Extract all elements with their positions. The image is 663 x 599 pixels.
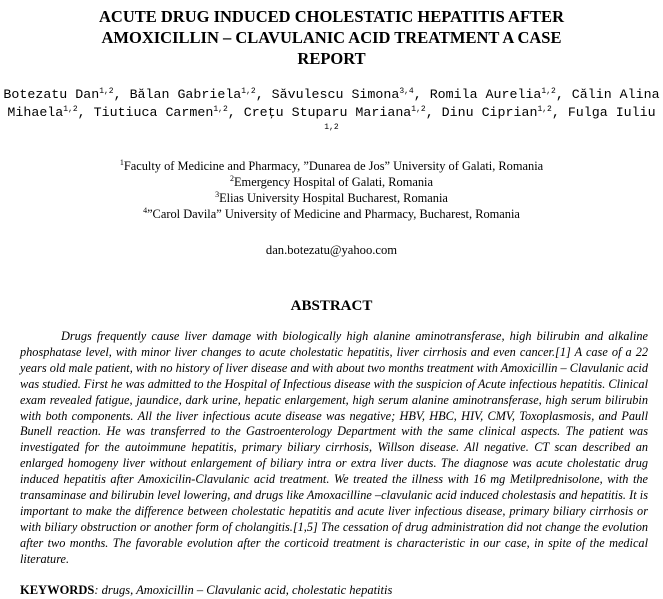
- author: Călin Alina Mihaela$^{1,2}$,: [7, 87, 660, 120]
- author: Romila Aurelia$^{1,2}$,: [429, 87, 572, 102]
- author: Botezatu Dan$^{1,2}$,: [3, 87, 130, 102]
- author: Fulga Iuliu $^{1,2}$: [324, 105, 656, 132]
- affiliation: $^2$Emergency Hospital of Galati, Romania: [229, 174, 433, 189]
- abstract-heading: ABSTRACT: [290, 298, 373, 314]
- abstract-body: Drugs frequently cause liver damage with biologically high alanine aminotransferase, high bilirubin and alkaline phosphatase level, with minor liver changes to acute cholestatic hepatitis, liver cirrhosis and even cancer.[1] A case of a 22 years old male patient, with no history of liver disease and with about two months treatment with Amoxicillin – Clavulanic acid was studied. First he was admitted to the Hospital of Infectious disease with the suspicion of Acute infectious hepatitis. Clinical exam revealed fatigue, jaundice, dark urine, hepatic enlargement, high serum alanine aminotransferase, high serum bilirubin with both components. All the liver infectious acute disease was negative; HBV, HBC, HIV, CMV, Toxoplasmosis, and Paull Bunell reaction. He was transferred to the Gastroenterology Department with the same clinical aspects. The patient was investigated for the autoimmune hepatitis, primary biliary cirrhosis, Willson disease. All negative. CT scan described an enlarged homogeny liver without enlargement of biliary intra or extra liver ducts. The diagnose was acute cholestatic drug induced hepatitis after Amoxicilin-Clavulanic acid treatment. We treated the illness with 16 mg Metilprednisolone, with the transaminase and bilirubin level lowering, and drugs like Amoxacilline –clavulanic acid induced cholestasis and hepatitis. It is important to make the difference between cholestatic hepatitis and acute liver infectious disease, primary biliary cirrhosis or with biliary obstruction or another form of cholangitis.[1,5] The cessation of drug administration did not change the evolution after two months. The favorable evolution after the corticoid treatment is characteristic in our case, in spite of the medical literature.: [20, 329, 648, 566]
- affiliation: $^4$”Carol Davila” University of Medicine and Pharmacy, Bucharest, Romania: [143, 206, 520, 221]
- author-list: [0, 86, 663, 140]
- contact-email[interactable]: dan.botezatu@yahoo.com: [265, 243, 398, 257]
- affiliation-list: [0, 158, 663, 222]
- author: Bălan Gabriela$^{1,2}$,: [129, 87, 272, 102]
- author: Săvulescu Simona$^{3,4}$,: [271, 87, 430, 102]
- author: Creţu Stuparu Mariana$^{1,2}$,: [243, 105, 442, 120]
- title-line-1: ACUTE DRUG INDUCED CHOLESTATIC HEPATITIS AFTER: [99, 7, 564, 26]
- keywords-label: KEYWORDS: [20, 583, 95, 597]
- title-line-3: REPORT: [297, 49, 366, 68]
- paper-title: [0, 6, 663, 69]
- author: Tiutiuca Carmen$^{1,2}$,: [93, 105, 244, 120]
- affiliation: $^3$Elias University Hospital Bucharest, Romania: [215, 190, 448, 205]
- keywords-line: [20, 583, 648, 598]
- author: Dinu Ciprian$^{1,2}$,: [441, 105, 568, 120]
- affiliation: $^1$Faculty of Medicine and Pharmacy, ”Dunarea de Jos” University of Galati, Romania: [119, 158, 544, 173]
- title-line-2: AMOXICILLIN – CLAVULANIC ACID TREATMENT A CASE: [101, 28, 562, 47]
- keywords-text: : drugs, Amoxicillin – Clavulanic acid, cholestatic hepatitis: [94, 583, 393, 597]
